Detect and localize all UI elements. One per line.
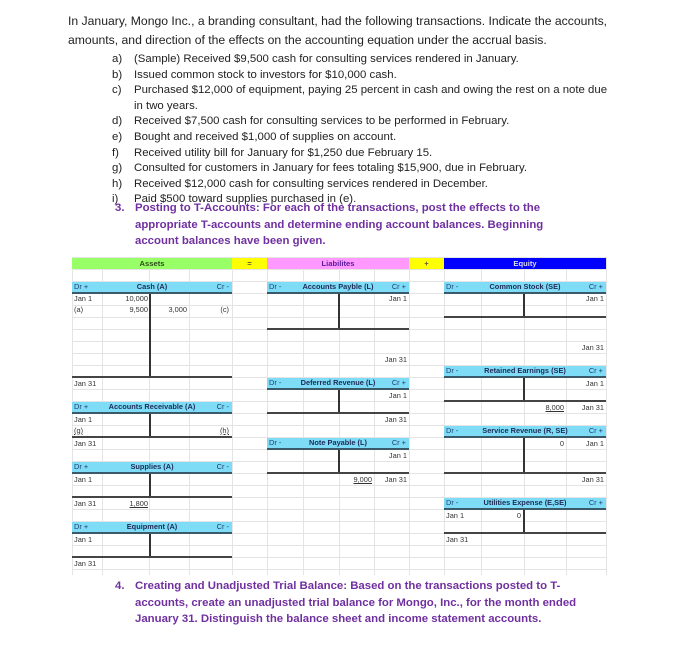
equals-band: =: [232, 258, 267, 269]
t-account-common-stock: Dr - Common Stock (SE) Cr +: [444, 282, 606, 294]
transaction-item: e) Bought and received $1,000 of supplies on account.: [112, 130, 397, 143]
t-account-service-revenue: Dr - Service Revenue (R, SE) Cr +: [444, 426, 606, 438]
transaction-item: d) Received $7,500 cash for consulting services to be performed in February.: [112, 115, 510, 128]
transaction-item: i) Paid $500 toward supplies purchased in (e).: [112, 193, 357, 206]
t-account-cash: Dr + Cash (A) Cr -: [72, 282, 232, 294]
t-account-equipment: Dr + Equipment (A) Cr -: [72, 522, 232, 534]
liabilities-band: Liabilites: [267, 258, 409, 269]
transaction-item: a) (Sample) Received $9,500 cash for consulting services rendered in January.: [112, 53, 519, 65]
assets-band: Assets: [72, 258, 232, 269]
transaction-item: h) Received $12,000 cash for consulting services rendered in December.: [112, 177, 488, 190]
transaction-item: g) Consulted for customers in January for fees totaling $15,900, due in February.: [112, 162, 527, 175]
t-account-retained-earnings: Dr - Retained Earnings (SE) Cr +: [444, 366, 606, 378]
t-account-utilities-expense: Dr - Utilities Expense (E,SE) Cr +: [444, 498, 606, 510]
t-account-supplies: Dr + Supplies (A) Cr -: [72, 462, 232, 474]
transaction-item: b) Issued common stock to investors for $10,000 cash.: [112, 68, 397, 81]
t-account-note-payable: Dr - Note Payable (L) Cr +: [267, 438, 409, 450]
section-3-heading: 3. Posting to T-Accounts: For each of the transactions, post the effects to the appropriate T-accounts and determine ending account balances. Beginning account balances have been given.: [115, 202, 544, 247]
t-account-accounts-receivable: Dr + Accounts Receivable (A) Cr -: [72, 402, 232, 414]
section-4-heading: 4. Creating and Unadjusted Trial Balance: Based on the transactions posted to T-accounts, create an unadjusted trial balance for Mongo, Inc., for the month ended January 31. Distinguish the balance sheet and income statement accounts.: [115, 580, 577, 625]
t-account-accounts-payable: Dr - Accounts Payble (L) Cr +: [267, 282, 409, 294]
t-account-deferred-revenue: Dr - Deferred Revenue (L) Cr +: [267, 378, 409, 390]
transaction-item: f) Received utility bill for January for $1,250 due February 15.: [112, 146, 433, 159]
plus-band: +: [409, 258, 444, 269]
equity-band: Equity: [444, 258, 606, 269]
transaction-item: c) Purchased $12,000 of equipment, paying 25 percent in cash and owing the rest on a note due in two years.: [112, 84, 608, 112]
t-account-grid: Assets = Liabilites + Equity Dr + Cash (A) Cr - Jan 1 10,000 (a) 9,500 3,000 (c) Jan 31 Dr + Accounts Receivable (A) Cr - Jan 1 (g) (h) Jan 31 Dr + Supplies (A) Cr - Jan 1 Jan 31 1,800 Dr + Equipment (A) Cr - Jan 1 Jan 31 Dr - Accounts Payble (L) Cr + Jan 1 Jan 31 Dr - Deferred Revenue (L) Cr + Jan 1 Jan 31 Dr - Note Payable (L) Cr + Jan 1 9,000 Jan 31 Dr - Common Stock (SE) Cr + Jan 1 Jan 31 Dr - Retained Earnings (SE) Cr + Jan 1 8,000 Jan 31 Dr - Service Revenue (R, SE) Cr + 0 Jan 1 Jan 31 Dr - Utilities Expense (E,SE) Cr + Jan 1 0 Jan 31: [72, 0, 642, 650]
intro-paragraph: In January, Mongo Inc., a branding consultant, had the following transactions. Indicate the accounts, amounts, and direction of the effects on the accounting equation under the accrual basis.: [68, 14, 608, 47]
